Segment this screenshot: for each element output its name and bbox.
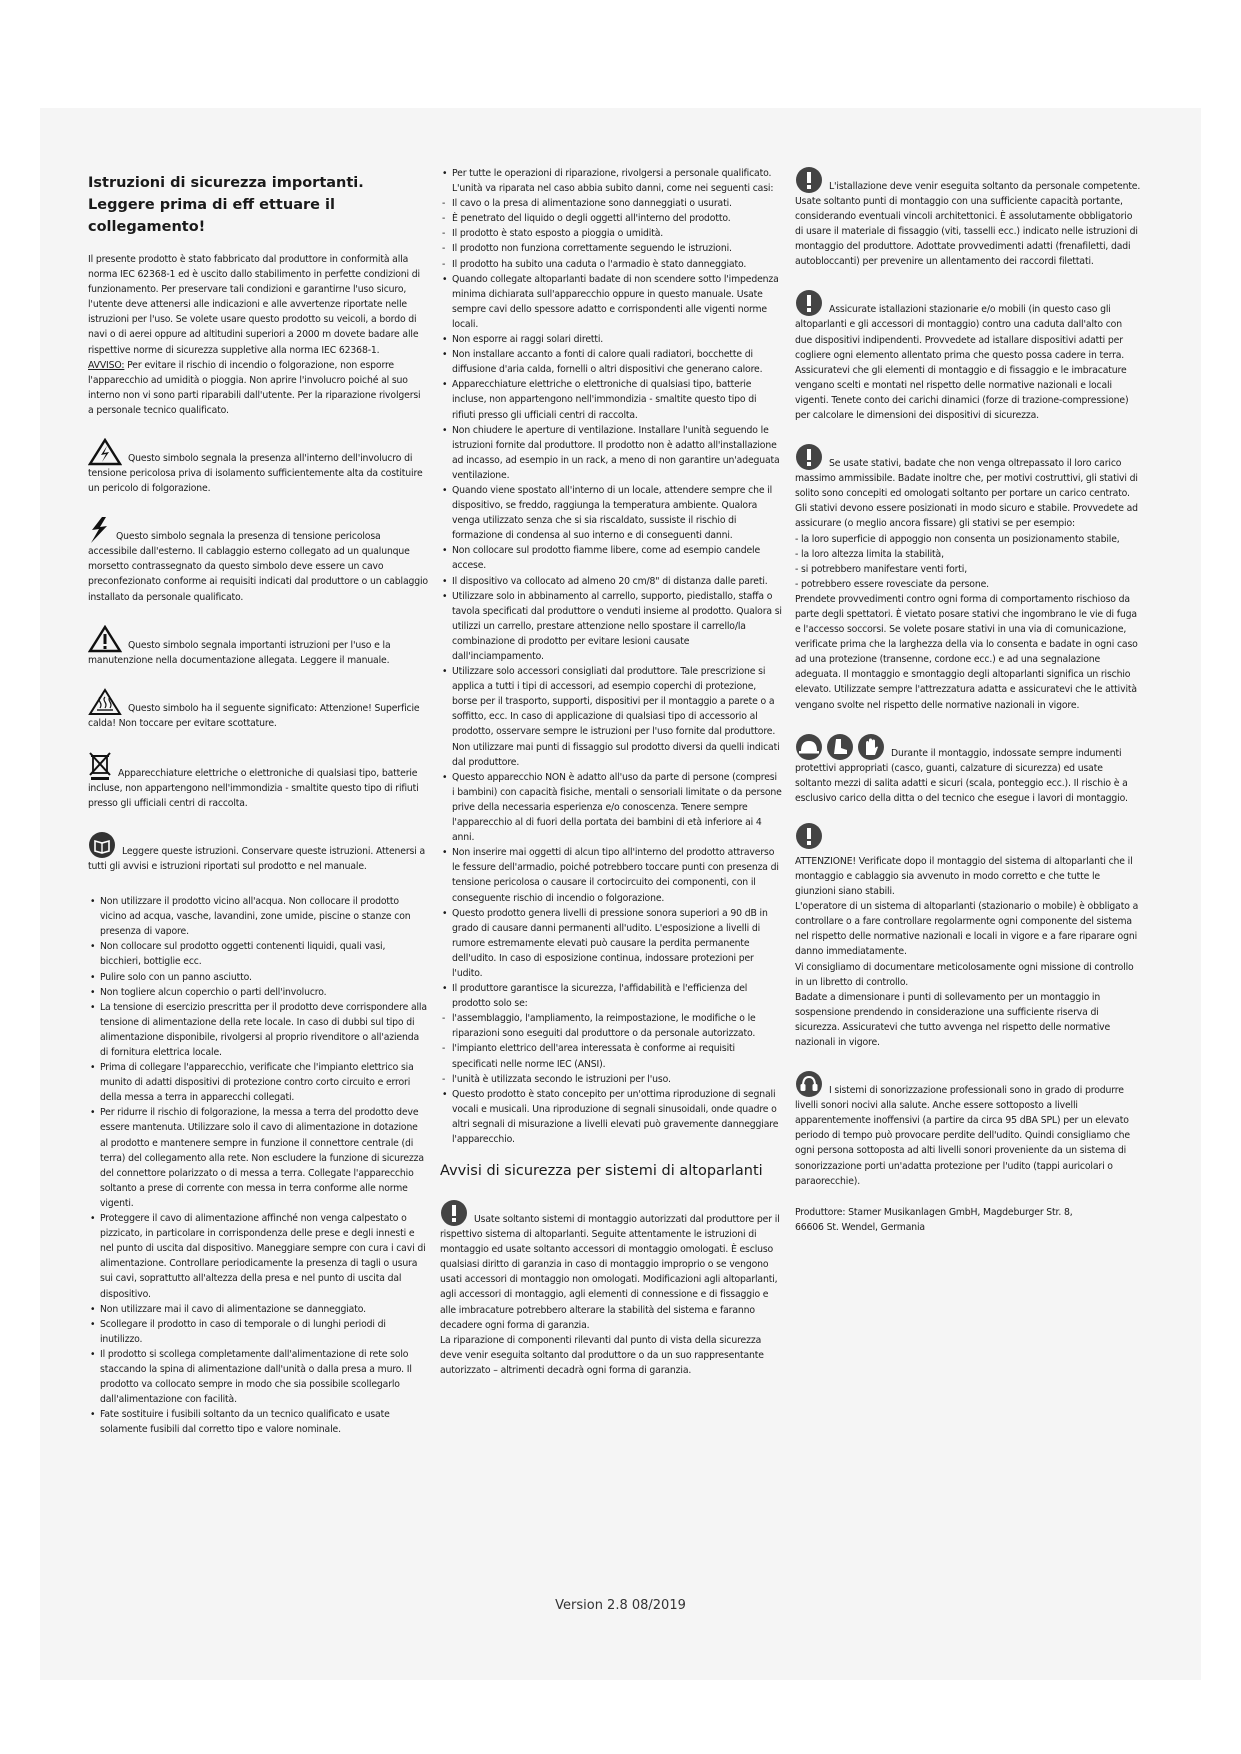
list-item: • Non collocare sul prodotto oggetti contenenti liquidi, quali vasi, bicchieri, bottiglie ecc. [88, 939, 428, 969]
install-text: L'istallazione deve venir eseguita soltanto da personale competente. Usate soltanto punti di montaggio con una sufficiente capacità portante, considerando eventuali vincoli architettonici. È assolutamente obbligatorio di usare il materiale di fissaggio (viti, tasselli ecc.) indicato nelle istruzioni di montaggio del produttore. Adottate provvedimenti adatti (frenafiletti, dadi autobloccanti) per prevenire un allentamento dei raccordi filettati. [795, 180, 1141, 268]
safety-bullet-list [88, 894, 428, 1437]
symbol-lightning-text: Questo simbolo segnala la presenza di tensione pericolosa accessibile dall'esterno. Il cablaggio esterno collegato ad un qualunque morsetto contrassegnato da questo simbolo deve essere un cavo preconfezionato conforme ai requisiti indicati dal produttore o un cablaggio installato da personale qualificato. [88, 531, 428, 603]
mandatory-action-icon [795, 289, 823, 317]
list-item: • Il prodotto si scollega completamente dall'alimentazione di rete solo staccando la spina di alimentazione dall'unità o dalla presa a muro. Il prodotto va collocato sempre in modo che sia possibile scollegarlo dall'alimentazione con facilità. [88, 1347, 428, 1407]
version-footer: Version 2.8 08/2019 [555, 1598, 686, 1613]
lifting-paragraph: Badate a dimensionare i punti di sollevamento per un montaggio in sospensione prendendo in considerazione una sufficiente riserva di sicurezza. Assicuratevi che tutto avvenga nel rispetto delle normative nazionali in vigore. [795, 991, 1111, 1049]
list-item: - l'assemblaggio, l'ampliamento, la reimpostazione, le modifiche o le riparazioni sono eseguiti dal produttore o da personale autorizzato. [440, 1011, 782, 1041]
stand-case: - potrebbero essere rovesciate da persone. [795, 578, 989, 590]
stand-paragraph-2: Prendete provvedimenti contro ogni forma di comportamento rischioso da parte degli spettatori. È vietato posare stativi che ingombrano le vie di fuga e l'accesso soccorsi. Se volete posare stativi in una via di comunicazione, verificate prima che la larghezza della via lo consenta e badate in ogni caso ad una protezione (transenne, cordone ecc.) e ad una segnalazione adeguata. Il montaggio e smontaggio degli altoparlanti significa un rischio elevato. Utilizzate sempre l'attrezzatura adatta e assicuratevi che le attività vengano svolte nel rispetto delle normative nazionali in vigore. [795, 593, 1138, 711]
document-paragraph: Vi consigliamo di documentare meticolosamente ogni missione di controllo in un libretto di controllo. [795, 961, 1134, 988]
column-2 [440, 166, 782, 1378]
column-3 [795, 166, 1141, 1235]
mandatory-action-icon [795, 443, 823, 471]
symbol-read-manual-block [88, 831, 428, 874]
list-item: • Proteggere il cavo di alimentazione affinché non venga calpestato o pizzicato, in particolare in corrispondenza delle prese e degli innesti e nel punto di uscita dal dispositivo. Maneggiare sempre con cura i cavi di alimentazione. Controllare periodicamente la presenza di tagli o usura sui cavi, soprattutto all'altezza della presa e nel punto di uscita dal dispositivo. [88, 1211, 428, 1302]
stand-paragraph [795, 443, 1141, 531]
list-item: - l'unità è utilizzata secondo le istruzioni per l'uso. [440, 1072, 782, 1087]
list-item: • Questo prodotto è stato concepito per un'ottima riproduzione di segnali vocali e musicali. Una riproduzione di segnali sinusoidali, onde quadre o altri segnali di misurazione a livelli elevati può gravemente danneggiare l'apparecchio. [440, 1087, 782, 1147]
operator-paragraph: L'operatore di un sistema di altoparlanti (stazionario o mobile) è obbligato a controllare o a fare controllare regolarmente ogni componente del sistema nel rispetto delle normative nazionali e locali in vigore e a fare riparare ogni danno immediatamente. [795, 901, 1139, 958]
list-item: • Fate sostituire i fusibili soltanto da un tecnico qualificato e usate solamente fusibili dal corretto tipo e valore nominale. [88, 1407, 428, 1437]
list-item: • Il dispositivo va collocato ad almeno 20 cm/8" di distanza dalle pareti. [440, 574, 782, 589]
producer-line-2: 66606 St. Wendel, Germania [795, 1221, 925, 1233]
mount-text: Usate soltanto sistemi di montaggio autorizzati dal produttore per il rispettivo sistema di altoparlanti. Seguite attentamente le istruzioni di montaggio ed usate soltanto accessori di montaggio omologati. È escluso qualsiasi diritto di garanzia in caso di montaggio improprio o se vengono usati accessori di montaggio non omologati. Modificazioni agli altoparlanti, agli accessori di montaggio, agli elementi di connessione e di fissaggio e alle imbracature potrebbero alterare la stabilità del sistema e faranno decadere ogni forma di garanzia. [440, 1214, 780, 1331]
intro-paragraph: Il presente prodotto è stato fabbricato dal produttore in conformità alla norma IEC 62368-1 ed è uscito dallo stabilimento in perfette condizioni di funzionamento. Per preservare tali condizioni e garantirne l'uso sicuro, l'utente deve attenersi alle indicazioni e alle avvertenze riportate nelle istruzioni per l'uso. Se volete usare questo prodotto su veicoli, a bordo di navi o di aerei oppure ad altitudini superiori a 2000 m dovete badare alle rispettive norme di sicurezza suppletive alla norma IEC 62368-1. [88, 254, 420, 356]
list-item: - Il cavo o la presa di alimentazione sono danneggiati o usurati. [440, 196, 782, 211]
crossed-bin-icon [88, 751, 112, 781]
list-item: - Il prodotto non funziona correttamente seguendo le istruzioni. [440, 241, 782, 256]
list-item: • Questo apparecchio NON è adatto all'uso da parte di persone (compresi i bambini) con capacità fisiche, mentali o sensoriali limitate o da persone prive della necessaria esperienza e/o conoscenza. Tenere sempre l'apparecchio al di fuori della portata dei bambini di età inferiore ai 4 anni. [440, 770, 782, 845]
list-item: • Il produttore garantisce la sicurezza, l'affidabilità e l'efficienza del prodotto solo se: [440, 981, 782, 1011]
list-item: • Non togliere alcun coperchio o parti dell'involucro. [88, 985, 428, 1000]
list-item: • Non esporre ai raggi solari diretti. [440, 332, 782, 347]
symbol-lightning-triangle-block [88, 438, 428, 496]
list-item: - È penetrato del liquido o degli oggetti all'interno del prodotto. [440, 211, 782, 226]
list-item: • Non chiudere le aperture di ventilazione. Installare l'unità seguendo le istruzioni fornite dal produttore. Il prodotto non è adatto all'installazione ad incasso, ad esempio in un rack, a meno di non garantire un'adeguata ventilazione. [440, 423, 782, 483]
avviso-paragraph [88, 358, 428, 418]
exclamation-triangle-icon [88, 625, 122, 653]
symbol-exclamation-block [88, 625, 428, 668]
list-item: • Scollegare il prodotto in caso di temporale o di lunghi periodi di inutilizzo. [88, 1317, 428, 1347]
mount-paragraph [440, 1199, 782, 1333]
list-item: • Apparecchiature elettriche o elettroniche di qualsiasi tipo, batterie incluse, non appartengono nell'immondizia - smaltite questo tipo di rifiuti presso gli ufficiali centri di raccolta. [440, 377, 782, 422]
stand-case: - si potrebbero manifestare venti forti, [795, 563, 968, 575]
list-item: • Pulire solo con un panno asciutto. [88, 970, 428, 985]
repair-list [440, 166, 782, 1147]
gloves-icon [857, 733, 885, 761]
list-item: • Non utilizzare il prodotto vicino all'acqua. Non collocare il prodotto vicino ad acqua, vasche, lavandini, zone umide, piscine o stanze con presenza di vapore. [88, 894, 428, 939]
secure-text: Assicurate istallazioni stazionarie e/o mobili (in questo caso gli altoparlanti e gli accessori di montaggio) contro una caduta dall'alto con due dispositivi indipendenti. Provvedete ad istallare dispositivi adatti per cogliere ogni elemento allentato prima che questo possa cadere in terra. Assicuratevi che gli elementi di montaggio e di fissaggio e le imbracature vengano scelti e montati nel rispetto delle normative nazionali e locali vigenti. Tenete conto dei carichi dinamici (forze di trazione-compressione) per calcolare le dimensioni dei dispositivi di sicurezza. [795, 304, 1129, 422]
symbol-lightning-block [88, 516, 428, 604]
stand-case: - la loro altezza limita la stabilità, [795, 548, 944, 560]
list-item: • Non installare accanto a fonti di calore quali radiatori, bocchette di diffusione d'aria calda, fornelli o altri dispositivi che generano calore. [440, 347, 782, 377]
symbol-weee-text: Apparecchiature elettriche o elettroniche di qualsiasi tipo, batterie incluse, non appartengono nell'immondizia - smaltite questo tipo di rifiuti presso gli ufficiali centri di raccolta. [88, 767, 419, 809]
list-item: • Non inserire mai oggetti di alcun tipo all'interno del prodotto attraverso le fessure dell'armadio, poiché potrebbero toccare punti con presenza di tensione pericolosa o causare il cortocircuito dei componenti, con il conseguente rischio di incendio o folgorazione. [440, 845, 782, 905]
ppe-text: Durante il montaggio, indossate sempre indumenti protettivi appropriati (casco, guanti, calzature di sicurezza) ed usate soltanto mezzi di salita adatti e sicuri (scala, ponteggio ecc.). Il rischio è a esclusivo carico della ditta o del tecnico che esegue i lavori di montaggio. [795, 747, 1128, 804]
hearing-text: I sistemi di sonorizzazione professionali sono in grado di produrre livelli sonori nocivi alla salute. Anche essere sottoposto a livelli apparentemente inoffensivi (a partire da circa 95 dBA SPL) per un elevato periodo di tempo può provocare perdite dell'udito. Quindi consigliamo che ogni persona sottoposta ad alti livelli sonori proveniente da un sistema di sonorizzazione porti un'adatta protezione per l'udito (tappi auricolari o paraorecchie). [795, 1085, 1130, 1187]
symbol-weee-block [88, 751, 428, 811]
list-item: • Utilizzare solo accessori consigliati dal produttore. Tale prescrizione si applica a tutti i tipi di accessori, ad esempio coperchi di protezione, borse per il trasporto, supporti, dispositivi per il montaggio a parete o a soffitto, ecc. In caso di applicazione di qualsiasi tipo di accessorio al prodotto, osservare sempre le istruzioni per l'uso fornite dal produttore. Non utilizzare mai punti di fissaggio sul prodotto diversi da quelli indicati dal produttore. [440, 664, 782, 770]
list-item: • Non utilizzare mai il cavo di alimentazione se danneggiato. [88, 1302, 428, 1317]
read-manual-icon [88, 831, 116, 859]
ear-protection-icon [795, 1070, 823, 1098]
hearing-paragraph [795, 1070, 1141, 1189]
manual-page [40, 108, 1201, 1680]
install-paragraph [795, 166, 1141, 269]
symbol-exclamation-text: Questo simbolo segnala importanti istruzioni per l'uso e la manutenzione nella documentazione allegata. Leggere il manuale. [88, 639, 391, 666]
list-item: • Questo prodotto genera livelli di pressione sonora superiori a 90 dB in grado di causare danni permanenti all'udito. L'esposizione a livelli di rumore estremamente elevati può causare la perdita permanente dell'udito. In caso di esposizione continua, indossare protezioni per l'udito. [440, 906, 782, 981]
stand-case: - la loro superficie di appoggio non consenta un posizionamento stabile, [795, 533, 1120, 545]
column-1 [88, 172, 428, 1437]
mandatory-action-icon [440, 1199, 468, 1227]
list-item: - l'impianto elettrico dell'area interessata è conforme ai requisiti specificati nelle norme IEC (ANSI). [440, 1041, 782, 1071]
avviso-text: Per evitare il rischio di incendio o folgorazione, non esporre l'apparecchio ad umidità o pioggia. Non aprire l'involucro poiché al suo interno non vi sono parti riparabili dall'utente. Per la riparazione rivolgersi a personale tecnico qualificato. [88, 359, 421, 416]
mandatory-action-icon [795, 166, 823, 194]
symbol-read-manual-text: Leggere queste istruzioni. Conservare queste istruzioni. Attenersi a tutti gli avvisi e istruzioni riportati sul prodotto e nel manuale. [88, 845, 426, 872]
heading-important-instructions: Istruzioni di sicurezza importanti. [88, 175, 364, 191]
list-item: • Quando viene spostato all'interno di un locale, attendere sempre che il dispositivo, se freddo, raggiunga la temperatura ambiente. Qualora venga utilizzato senza che si sia riscaldato, sussiste il rischio di formazione di condensa al suo interno e di conseguenti danni. [440, 483, 782, 543]
stand-text: Se usate stativi, badate che non venga oltrepassato il loro carico massimo ammissibile. Badate inoltre che, per motivi costruttivi, gli stativi di solito sono concepiti ed omologati soltanto per portare un carico centrato. Gli stativi devono essere posizionati in modo sicuro e stabile. Provvedete ad assicurare (o meglio ancora fissare) gli stativi se per esempio: [795, 458, 1138, 530]
helmet-icon [795, 733, 823, 761]
symbol-lightning-triangle-text: Questo simbolo segnala la presenza all'interno dell'involucro di tensione pericolosa priva di isolamento sufficientemente alta da costituire un pericolo di folgorazione. [88, 452, 423, 495]
list-item: • Quando collegate altoparlanti badate di non scendere sotto l'impedenza minima dichiarata sull'apparecchio oppure in questo manuale. Usate sempre cavi dello spessore adatto e corrispondenti alle vigenti norme locali. [440, 272, 782, 332]
symbol-hot-surface-block [88, 688, 428, 731]
symbol-hot-surface-text: Questo simbolo ha il seguente significato: Attenzione! Superficie calda! Non toccare per evitare scottature. [88, 702, 420, 729]
mandatory-action-icon [795, 822, 823, 850]
list-item: - Il prodotto è stato esposto a pioggia o umidità. [440, 226, 782, 241]
list-item: - Il prodotto ha subito una caduta o l'armadio è stato danneggiato. [440, 257, 782, 272]
section-heading-speaker-systems: Avvisi di sicurezza per sistemi di altoparlanti [440, 1163, 763, 1180]
heading-read-before-connecting: Leggere prima di eff ettuare il collegamento! [88, 197, 335, 235]
list-item: • Non collocare sul prodotto fiamme libere, come ad esempio candele accese. [440, 543, 782, 573]
list-item: • Utilizzare solo in abbinamento al carrello, supporto, piedistallo, staffa o tavola specificati dal produttore o venduti insieme al prodotto. Qualora si utilizzi un carrello, prestare attenzione nello spostare il carrello/la combinazione di prodotto per evitare lesioni causate dall'inciampamento. [440, 589, 782, 664]
list-item: • Prima di collegare l'apparecchio, verificate che l'impianto elettrico sia munito di adatti dispositivi di protezione contro corto circuito e errori della messa a terra in apparecchi collegati. [88, 1060, 428, 1105]
safety-boot-icon [826, 733, 854, 761]
hot-surface-icon [88, 688, 122, 716]
repair-components-paragraph: La riparazione di componenti rilevanti dal punto di vista della sicurezza deve venir eseguita soltanto dal produttore o da un suo rappresentante autorizzato – altrimenti decadrà ogni forma di garanzia. [440, 1334, 764, 1376]
lightning-triangle-icon [88, 438, 122, 466]
list-item: • Per ridurre il rischio di folgorazione, la messa a terra del prodotto deve essere mantenuta. Utilizzare solo il cavo di alimentazione in dotazione al prodotto e mantenere sempre in funzione il connettore centrale (di terra) del collegamento alla rete. Non escludere la funzione di sicurezza del connettore polarizzato o di messa a terra. Collegate l'apparecchio soltanto a prese di corrente con messa in terra conforme alle norme vigenti. [88, 1105, 428, 1211]
attention-paragraph: ATTENZIONE! Verificate dopo il montaggio del sistema di altoparlanti che il montaggio e cablaggio sia avvenuto in modo corretto e che tutte le giunzioni siano stabili. [795, 855, 1133, 898]
producer-line-1: Produttore: Stamer Musikanlagen GmbH, Magdeburger Str. 8, [795, 1206, 1073, 1218]
ppe-paragraph [795, 733, 1141, 806]
lightning-icon [88, 516, 110, 544]
secure-paragraph [795, 289, 1141, 423]
list-item: • Per tutte le operazioni di riparazione, rivolgersi a personale qualificato. L'unità va riparata nel caso abbia subito danni, come nei seguenti casi: [440, 166, 782, 196]
list-item: • La tensione di esercizio prescritta per il prodotto deve corrispondere alla tensione di alimentazione della rete locale. In caso di dubbi sul tipo di alimentazione disponibile, rivolgersi al proprio rivenditore o all'azienda di fornitura elettrica locale. [88, 1000, 428, 1060]
avviso-label: AVVISO: [88, 359, 125, 371]
